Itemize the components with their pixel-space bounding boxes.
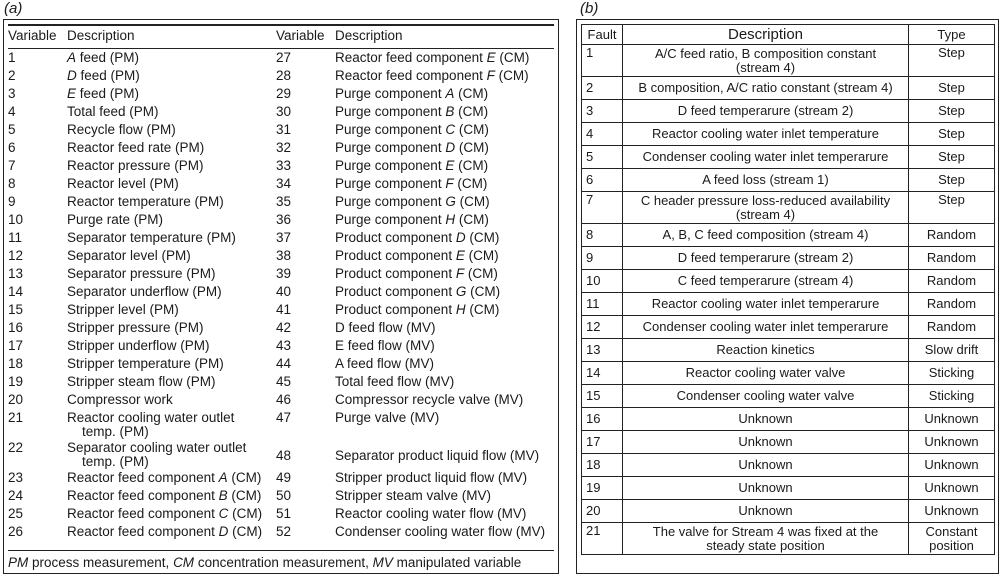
fault-number	[582, 169, 623, 192]
variable-description: E feed flow (MV)	[335, 338, 435, 353]
fault-number-text: 20	[586, 503, 601, 518]
variable-description: Purge component B (CM)	[335, 104, 489, 119]
fault-number-text: 5	[586, 149, 594, 164]
header-variable-1: Variable	[8, 28, 57, 43]
fault-description-text: Condenser cooling water inlet temperarure	[642, 319, 889, 334]
fault-description-text: Reactor cooling water valve	[685, 365, 846, 380]
fault-row	[582, 523, 995, 555]
variable-description: E feed (PM)	[67, 86, 140, 101]
fault-number-text: 13	[586, 342, 601, 357]
fault-row	[582, 224, 995, 247]
variable-description: Total feed flow (MV)	[335, 374, 455, 389]
variable-number: 26	[8, 524, 24, 539]
fault-description-text-cont: steady state position	[706, 537, 825, 553]
fault-number	[582, 431, 623, 454]
variable-number: 10	[8, 212, 24, 227]
fault-number-text: 15	[586, 388, 601, 403]
variable-number: 21	[8, 410, 24, 425]
variable-description: Product component H (CM)	[335, 302, 500, 317]
fault-number	[582, 293, 623, 316]
variable-number: 9	[8, 194, 16, 209]
variable-number: 16	[8, 320, 24, 335]
fault-row	[582, 146, 995, 169]
variable-description: Reactor cooling water flow (MV)	[335, 506, 527, 521]
fault-type-text: Step	[938, 103, 965, 118]
fault-type	[909, 408, 995, 431]
fault-description-text: Condenser cooling water inlet temperarure	[642, 149, 889, 164]
variable-number: 51	[276, 506, 292, 521]
fault-type-text-cont: position	[929, 537, 974, 553]
variable-description: Separator underflow (PM)	[67, 284, 222, 299]
variable-number: 38	[276, 248, 292, 263]
variable-number: 8	[8, 176, 16, 191]
fault-number-text: 21	[586, 523, 601, 538]
fault-row	[582, 293, 995, 316]
fault-type-text: Unknown	[924, 411, 979, 426]
variable-number: 32	[276, 140, 292, 155]
variable-number: 46	[276, 392, 292, 407]
fault-type-text: Unknown	[924, 480, 979, 495]
variable-number: 41	[276, 302, 292, 317]
fault-description-text: D feed temperarure (stream 2)	[677, 103, 854, 118]
header-description-2: Description	[335, 28, 403, 43]
fault-type-text: Constant	[925, 523, 978, 539]
header-variable-2: Variable	[276, 28, 325, 43]
fault-row	[582, 339, 995, 362]
fault-number-text: 8	[586, 227, 594, 242]
fault-description	[623, 454, 909, 477]
fault-number	[582, 408, 623, 431]
fault-row	[582, 408, 995, 431]
fault-number-text: 16	[586, 411, 601, 426]
fault-type	[909, 146, 995, 169]
fault-description	[623, 362, 909, 385]
fault-type	[909, 169, 995, 192]
fault-number-text: 18	[586, 457, 601, 472]
fault-number	[582, 270, 623, 293]
fault-type	[909, 523, 995, 555]
variable-description: Separator level (PM)	[67, 248, 191, 263]
variable-number: 22	[8, 440, 24, 455]
variable-description: Recycle flow (PM)	[67, 122, 176, 137]
fault-number	[582, 123, 623, 146]
fault-row	[582, 77, 995, 100]
variable-number: 4	[8, 104, 16, 119]
variable-description: Separator product liquid flow (MV)	[335, 448, 540, 463]
fault-type	[909, 247, 995, 270]
variable-number: 37	[276, 230, 292, 245]
fault-type	[909, 123, 995, 146]
fault-type	[909, 77, 995, 100]
variable-number: 36	[276, 212, 292, 227]
fault-description	[623, 169, 909, 192]
fault-type-text: Step	[938, 172, 965, 187]
variable-number: 49	[276, 470, 292, 485]
fault-description	[623, 339, 909, 362]
variable-number: 50	[276, 488, 292, 503]
variable-description: Reactor feed component C (CM)	[67, 506, 263, 521]
variable-description: Reactor feed component E (CM)	[335, 50, 530, 65]
fault-number	[582, 146, 623, 169]
table-bottom-rule	[8, 550, 554, 551]
variable-description: Product component G (CM)	[335, 284, 501, 299]
abbreviation-footnote: PM process measurement, CM concentration measurement, MV manipulated variable	[8, 555, 522, 570]
fault-number	[582, 316, 623, 339]
fault-row	[582, 362, 995, 385]
fault-description	[623, 431, 909, 454]
variable-number: 18	[8, 356, 24, 371]
variable-description: Stripper underflow (PM)	[67, 338, 210, 353]
fault-description-text: C header pressure loss-reduced availability	[640, 192, 891, 208]
variable-number: 40	[276, 284, 292, 299]
variable-description: A feed flow (MV)	[335, 356, 435, 371]
faults-table-panel	[576, 19, 999, 574]
faults-table	[581, 24, 995, 555]
fault-type	[909, 339, 995, 362]
fault-description-text-cont: (stream 4)	[735, 206, 796, 222]
variable-description: Stripper product liquid flow (MV)	[335, 470, 528, 485]
fault-type-text: Sticking	[928, 388, 975, 403]
fault-number-text: 11	[586, 296, 600, 311]
fault-type	[909, 316, 995, 339]
variable-number: 13	[8, 266, 24, 281]
fault-type	[909, 385, 995, 408]
variable-number: 25	[8, 506, 24, 521]
fault-description	[623, 316, 909, 339]
fault-description-text: Condenser cooling water valve	[676, 388, 855, 403]
variable-number: 29	[276, 86, 292, 101]
variable-description: Reactor feed component D (CM)	[67, 524, 263, 539]
fault-row	[582, 431, 995, 454]
fault-row	[582, 123, 995, 146]
fault-type-text: Step	[938, 149, 965, 164]
fault-description-text: Reaction kinetics	[716, 342, 815, 357]
fault-number-text: 12	[586, 319, 601, 334]
variable-description: Compressor recycle valve (MV)	[335, 392, 524, 407]
variable-description: Purge component F (CM)	[335, 176, 488, 191]
fault-type-text: Sticking	[928, 365, 975, 380]
fault-type-text: Step	[938, 80, 965, 95]
variable-number: 14	[8, 284, 24, 299]
fault-number-text: 7	[586, 192, 594, 207]
fault-description-text: D feed temperarure (stream 2)	[677, 250, 854, 265]
header-fault: Fault	[582, 25, 623, 45]
variable-number: 6	[8, 140, 16, 155]
header-type: Type	[909, 25, 995, 45]
variable-number: 19	[8, 374, 24, 389]
fault-number	[582, 77, 623, 100]
variable-number: 30	[276, 104, 292, 119]
variable-description: Reactor feed component A (CM)	[67, 470, 262, 485]
fault-description-text: Reactor cooling water inlet temperature	[652, 126, 879, 141]
fault-number	[582, 247, 623, 270]
variable-number: 52	[276, 524, 292, 539]
fault-description-text: Unknown	[738, 457, 793, 472]
fault-type	[909, 431, 995, 454]
variable-description: D feed flow (MV)	[335, 320, 436, 335]
fault-number-text: 9	[586, 250, 594, 265]
variable-description: D feed (PM)	[67, 68, 140, 83]
fault-type-text: Random	[926, 296, 977, 311]
panel-b-label: (b)	[580, 0, 599, 17]
fault-type	[909, 293, 995, 316]
variable-number: 15	[8, 302, 24, 317]
variable-description: Reactor pressure (PM)	[67, 158, 204, 173]
fault-description-text: A/C feed ratio, B composition constant	[654, 45, 877, 61]
fault-description	[623, 500, 909, 523]
fault-number	[582, 100, 623, 123]
variable-number: 35	[276, 194, 292, 209]
variable-number: 31	[276, 122, 292, 137]
fault-type	[909, 45, 995, 77]
fault-type	[909, 362, 995, 385]
variable-number: 12	[8, 248, 24, 263]
fault-number	[582, 339, 623, 362]
header-rule	[8, 48, 554, 49]
variable-number: 42	[276, 320, 292, 335]
variable-description: Product component D (CM)	[335, 230, 500, 245]
fault-description-text: B composition, A/C ratio constant (stream 4)	[638, 80, 893, 95]
variable-description: Purge valve (MV)	[335, 410, 440, 425]
fault-type-text: Random	[926, 250, 977, 265]
variable-number: 45	[276, 374, 292, 389]
variable-number: 39	[276, 266, 292, 281]
fault-type-text: Step	[938, 126, 965, 141]
fault-type	[909, 500, 995, 523]
variable-description: Product component E (CM)	[335, 248, 499, 263]
fault-type	[909, 270, 995, 293]
header-description: Description	[623, 25, 909, 45]
fault-row	[582, 454, 995, 477]
fault-type-text: Slow drift	[924, 342, 979, 357]
variable-number: 33	[276, 158, 292, 173]
fault-number	[582, 224, 623, 247]
fault-number	[582, 500, 623, 523]
variable-number: 43	[276, 338, 292, 353]
variable-description: Purge rate (PM)	[67, 212, 164, 227]
fault-number-text: 19	[586, 480, 601, 495]
fault-description-text: Unknown	[738, 434, 793, 449]
variable-description: Purge component E (CM)	[335, 158, 489, 173]
header-description-1: Description	[67, 28, 135, 43]
fault-number	[582, 192, 623, 224]
variable-number: 44	[276, 356, 292, 371]
variable-description: Reactor level (PM)	[67, 176, 179, 191]
fault-row	[582, 169, 995, 192]
fault-description-text: A feed loss (stream 1)	[702, 172, 829, 187]
fault-description	[623, 477, 909, 500]
fault-row	[582, 477, 995, 500]
fault-type-text: Unknown	[924, 503, 979, 518]
fault-type-text: Unknown	[924, 434, 979, 449]
fault-number-text: 14	[586, 365, 601, 380]
variable-description: Reactor feed component F (CM)	[335, 68, 529, 83]
fault-description	[623, 523, 909, 555]
variable-number: 5	[8, 122, 16, 137]
variable-number: 2	[8, 68, 16, 83]
variable-description: Total feed (PM)	[67, 104, 159, 119]
table-top-rule	[8, 24, 554, 26]
variable-description: Condenser cooling water flow (MV)	[335, 524, 546, 539]
fault-type-text: Random	[926, 227, 977, 242]
variable-description: Compressor work	[67, 392, 173, 407]
fault-type-text: Unknown	[924, 457, 979, 472]
variable-description: Separator pressure (PM)	[67, 266, 216, 281]
fault-type	[909, 224, 995, 247]
fault-description	[623, 77, 909, 100]
variable-description: Stripper steam valve (MV)	[335, 488, 492, 503]
variable-number: 24	[8, 488, 24, 503]
variable-description: Reactor temperature (PM)	[67, 194, 224, 209]
fault-description	[623, 100, 909, 123]
variable-number: 28	[276, 68, 292, 83]
fault-row	[582, 247, 995, 270]
fault-number	[582, 454, 623, 477]
variable-description: A feed (PM)	[67, 50, 140, 65]
fault-number-text: 3	[586, 103, 594, 118]
fault-type	[909, 192, 995, 224]
fault-row	[582, 385, 995, 408]
fault-type	[909, 100, 995, 123]
fault-description-text: Reactor cooling water inlet temperarure	[651, 296, 880, 311]
variables-table-panel	[3, 19, 559, 574]
variable-description: Product component F (CM)	[335, 266, 498, 281]
fault-description	[623, 146, 909, 169]
variable-number: 17	[8, 338, 24, 353]
fault-number-text: 6	[586, 172, 594, 187]
fault-description	[623, 123, 909, 146]
fault-description-text: Unknown	[738, 411, 793, 426]
variable-description: Purge component C (CM)	[335, 122, 489, 137]
fault-type-text: Random	[926, 273, 977, 288]
fault-number-text: 4	[586, 126, 594, 141]
fault-description	[623, 45, 909, 77]
variable-description: Purge component A (CM)	[335, 86, 489, 101]
variable-description-cont: temp. (PM)	[82, 454, 149, 469]
variable-number: 3	[8, 86, 16, 101]
fault-number-text: 17	[586, 434, 601, 449]
fault-type-text: Step	[938, 45, 965, 60]
fault-number	[582, 385, 623, 408]
variable-description: Stripper level (PM)	[67, 302, 179, 317]
variable-description: Reactor feed rate (PM)	[67, 140, 205, 155]
fault-description-text: The valve for Stream 4 was fixed at the	[652, 523, 879, 539]
fault-number-text: 10	[586, 273, 601, 288]
fault-description-text: C feed temperarure (stream 4)	[677, 273, 854, 288]
fault-row	[582, 500, 995, 523]
fault-description-text-cont: (stream 4)	[735, 59, 796, 75]
fault-type-text: Random	[926, 319, 977, 334]
fault-row	[582, 100, 995, 123]
variable-description: Separator cooling water outlet	[67, 440, 247, 455]
variable-number: 1	[8, 50, 16, 65]
variable-description: Separator temperature (PM)	[67, 230, 236, 245]
variable-description: Purge component G (CM)	[335, 194, 490, 209]
fault-number-text: 1	[586, 45, 594, 60]
fault-type-text: Step	[938, 192, 965, 207]
fault-description-text: A, B, C feed composition (stream 4)	[662, 227, 869, 242]
variable-number: 34	[276, 176, 292, 191]
fault-description	[623, 293, 909, 316]
variable-description: Reactor cooling water outlet	[67, 410, 235, 425]
faults-header-row	[582, 25, 995, 45]
fault-description	[623, 270, 909, 293]
fault-row	[582, 316, 995, 339]
variable-number: 48	[276, 448, 292, 463]
fault-description	[623, 192, 909, 224]
variable-description: Reactor feed component B (CM)	[67, 488, 262, 503]
fault-type	[909, 477, 995, 500]
variable-description: Purge component H (CM)	[335, 212, 489, 227]
variable-number: 27	[276, 50, 292, 65]
fault-description	[623, 247, 909, 270]
fault-number-text: 2	[586, 80, 594, 95]
fault-row	[582, 192, 995, 224]
fault-number	[582, 45, 623, 77]
fault-description-text: Unknown	[738, 503, 793, 518]
fault-type	[909, 454, 995, 477]
variable-description: Stripper steam flow (PM)	[67, 374, 216, 389]
fault-description	[623, 408, 909, 431]
panel-a-label: (a)	[4, 0, 23, 17]
fault-number	[582, 523, 623, 555]
variable-description: Stripper temperature (PM)	[67, 356, 224, 371]
fault-description-text: Unknown	[738, 480, 793, 495]
fault-description	[623, 385, 909, 408]
fault-description	[623, 224, 909, 247]
fault-number	[582, 362, 623, 385]
fault-row	[582, 270, 995, 293]
variable-description: Purge component D (CM)	[335, 140, 489, 155]
variable-number: 7	[8, 158, 16, 173]
variable-number: 47	[276, 410, 292, 425]
fault-number	[582, 477, 623, 500]
variable-description: Stripper pressure (PM)	[67, 320, 204, 335]
variable-description-cont: temp. (PM)	[82, 424, 149, 439]
variable-number: 11	[8, 230, 23, 245]
variable-number: 20	[8, 392, 24, 407]
variable-number: 23	[8, 470, 24, 485]
fault-row	[582, 45, 995, 77]
